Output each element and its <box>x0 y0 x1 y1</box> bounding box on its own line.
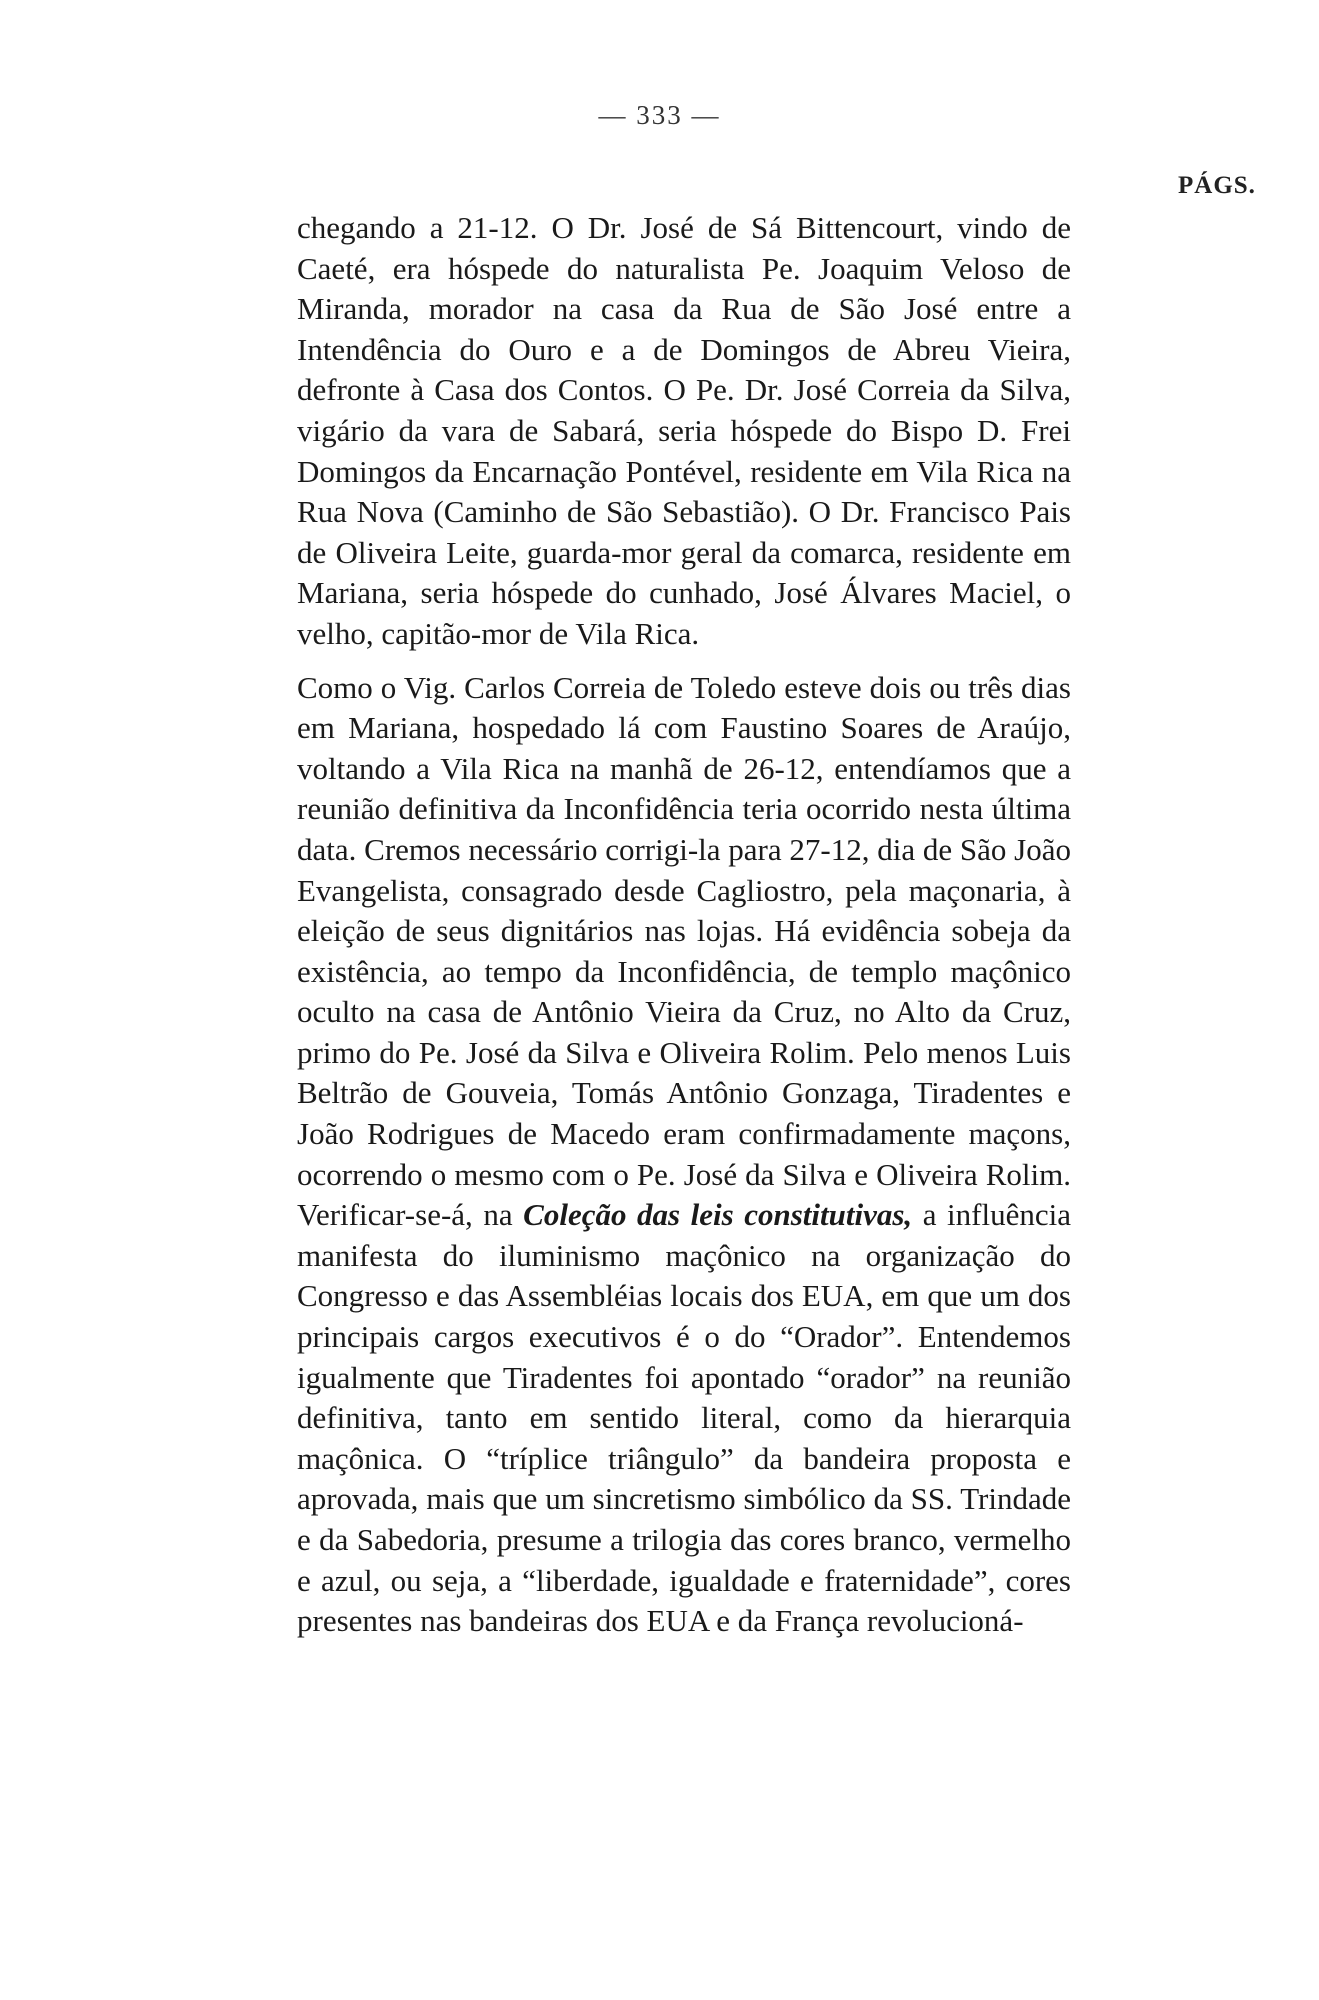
paragraph-text: a influência manifesta do iluminismo maçônico na organização do Congresso e das Assembléias locais dos EUA, em que um dos principais cargos executivos é o do “Orador”. Entendemos igualmente que Tiradentes foi apontado “orador” na reunião definitiva, tanto em sentido literal, como da hierarquia maçônica. O “tríplice triângulo” da bandeira proposta e aprovada, mais que um sincretismo simbólico da SS. Trindade e da Sabedoria, presume a trilogia das cores branco, vermelho e azul, ou seja, a “liberdade, igualdade e fraternidade”, cores presentes nas bandeiras dos EUA e da França revolucioná- <box>297 1197 1071 1639</box>
margin-label: PÁGS. <box>1178 172 1256 199</box>
body-text <box>297 208 1071 1642</box>
paragraph-text: Como o Vig. Carlos Correia de Toledo esteve dois ou três dias em Mariana, hospedado lá com Faustino Soares de Araújo, voltando a Vila Rica na manhã de 26-12, entendíamos que a reunião definitiva da Inconfidência teria ocorrido nesta última data. Cremos necessário corrigi-la para 27-12, dia de São João Evangelista, consagrado desde Cagliostro, pela maçonaria, à eleição de seus dignitários nas lojas. Há evidência sobeja da existência, ao tempo da Inconfidência, de templo maçônico oculto na casa de Antônio Vieira da Cruz, no Alto da Cruz, primo do Pe. José da Silva e Oliveira Rolim. Pelo menos Luis Beltrão de Gouveia, Tomás Antônio Gonzaga, Tiradentes e João Rodrigues de Macedo eram confirmadamente maçons, ocorrendo o mesmo com o Pe. José da Silva e Oliveira Rolim. Verificar-se-á, na <box>297 669 1071 1233</box>
italic-title: Coleção das leis constitutivas, <box>523 1197 913 1233</box>
paragraph: chegando a 21-12. O Dr. José de Sá Bittencourt, vindo de Caeté, era hóspede do naturalista Pe. Joaquim Veloso de Miranda, morador na casa da Rua de São José entre a Intendência do Ouro e a de Domingos de Abreu Vieira, defronte à Casa dos Contos. O Pe. Dr. José Correia da Silva, vigário da vara de Sabará, seria hóspede do Bispo D. Frei Domingos da Encarnação Pontével, residente em Vila Rica na Rua Nova (Caminho de São Sebastião). O Dr. Francisco Pais de Oliveira Leite, guarda-mor geral da comarca, residente em Mariana, seria hóspede do cunhado, José Álvares Maciel, o velho, capitão-mor de Vila Rica. <box>297 210 1071 651</box>
paragraph <box>297 668 1071 1642</box>
page-number: — 333 — <box>598 100 721 130</box>
